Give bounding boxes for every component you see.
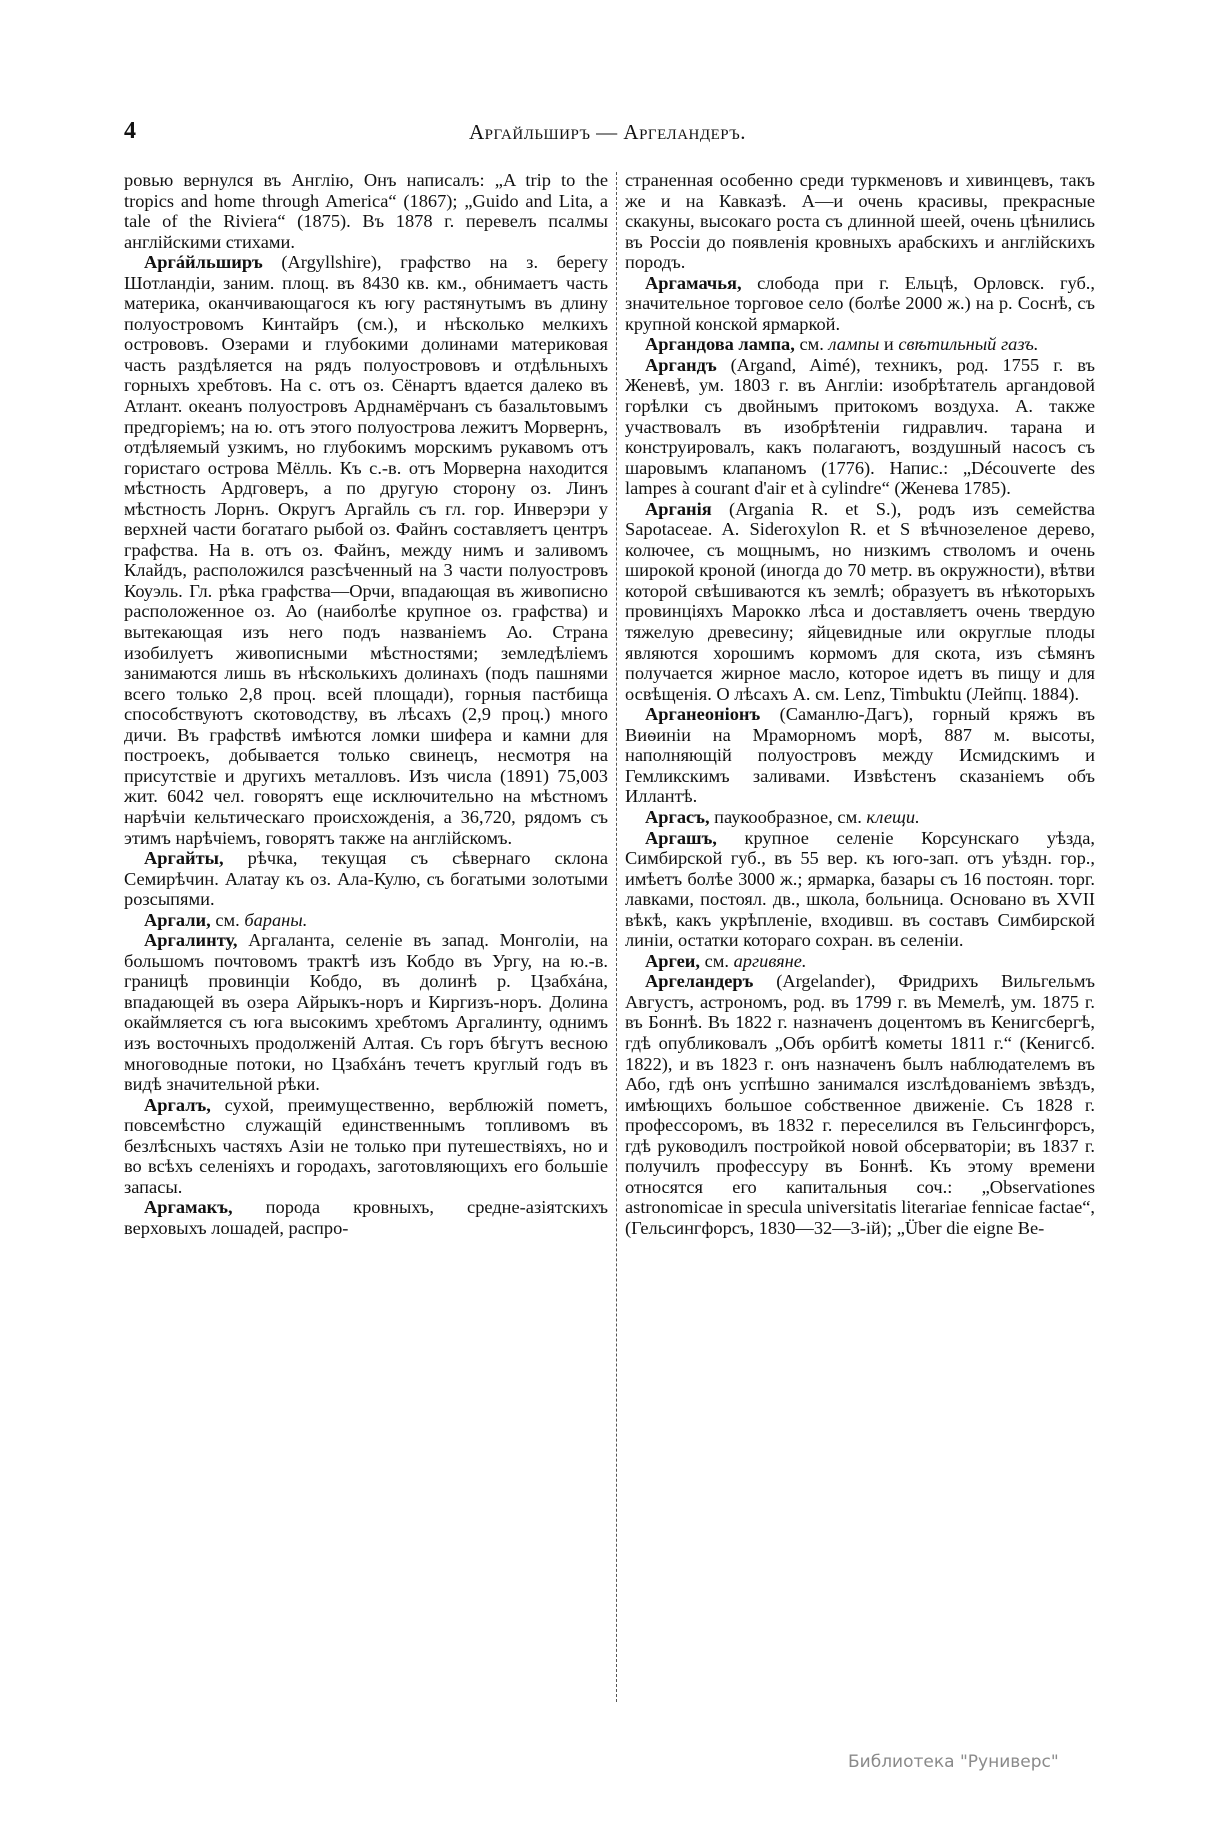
- entry-headword: Аргеландеръ: [645, 971, 754, 992]
- page-header: [124, 118, 1091, 148]
- entry-headword: Аргандова лампа,: [645, 334, 795, 355]
- entry-text: Аргаланта, селеніе въ запад. Монголіи, на большомъ почтовомъ трактѣ изъ Кобдо въ Ургу, на ю.-в. границѣ провинціи Кобдо, въ долинѣ р. Цзабхáна, впадающей въ озера Айрыкъ-норъ и Киргизъ-норъ. Долина окаймляется съ юга высокимъ хребтомъ Аргалинту, однимъ изъ восточныхъ продолженій Алтая. Съ горъ бѣгутъ весною многоводные потоки, но Цзабхáнъ течетъ круглый годъ въ видѣ значительной рѣки.: [124, 930, 608, 1095]
- entry-text: (Argania R. et S.), родъ изъ семейства Sapotaceae. A. Sideroxylon R. et S вѣчнозеленое дерево, колючее, съ мощнымъ, но низкимъ стволомъ и очень широкой кроной (иногда до 70 метр. въ окружности), вѣтви которой свѣшиваются къ землѣ; образуетъ въ нѣкоторыхъ провинціяхъ Марокко лѣса и доставляетъ очень твердую тяжелую древесину; яйцевидные или округлые плоды являются хорошимъ кормомъ для скота, изъ сѣмянъ получается жирное масло, которое идетъ въ пищу и для освѣщенія. О лѣсахъ А. см. Lenz, Timbuktu (Лейпц. 1884).: [625, 498, 1095, 704]
- cross-reference: лампы: [828, 334, 880, 355]
- entry-headword: Аргандъ: [645, 354, 717, 375]
- library-watermark: Библиотека "Руниверс": [848, 1752, 1059, 1772]
- entry-text: паукообразное, см.: [709, 806, 867, 827]
- entry-text: (Argelander), Фридрихъ Вильгельмъ Августъ, астрономъ, род. въ 1799 г. въ Мемелѣ, ум. 1875 г. въ Боннѣ. Въ 1822 г. назначенъ доцентомъ въ Кенигсбергѣ, гдѣ опубликовалъ „Объ орбитѣ кометы 1811 г.“ (Кенигсб. 1822), и въ 1823 г. онъ назначенъ былъ наблюдателемъ въ Або, гдѣ онъ успѣшно занимался изслѣдованіемъ звѣздъ, имѣющихъ большое собственное движеніе. Съ 1828 г. профессоромъ, въ 1832 г. переселился въ Гельсингфорсъ, гдѣ руководилъ постройкой новой обсерваторіи; въ 1837 г. получилъ профессуру въ Боннѣ. Къ этому времени относятся его капитальныя соч.: „Observationes astronomicae in specula universitatis literariae fennicae factae“, (Гельсингфорсъ, 1830—32—3-ій); „Über die eigne Be-: [625, 971, 1095, 1238]
- right-column: [625, 170, 1095, 1238]
- cross-reference: свѣтильный газъ.: [898, 334, 1039, 355]
- entry-headword: Аргамакъ,: [144, 1197, 233, 1218]
- entry-text: страненная особенно среди туркменовъ и хивинцевъ, такъ же и на Кавказѣ. А—и очень красивы, прекрасные скакуны, высокаго роста съ длинной шеей, очень цѣнились въ Россіи до появленія кровныхъ арабскихъ и англійскихъ породъ.: [625, 170, 1095, 273]
- article-continuation: [124, 170, 608, 252]
- entry-argash: [625, 828, 1095, 951]
- entry-argas: [625, 807, 1095, 828]
- entry-argamak: [124, 1197, 608, 1238]
- entry-headword: Аргашъ,: [645, 827, 717, 848]
- entry-text: см.: [699, 950, 734, 971]
- entry-argand-lamp: [625, 334, 1095, 355]
- entry-argei: [625, 951, 1095, 972]
- entry-argania: [625, 499, 1095, 704]
- entry-headword: Аргалинту,: [144, 930, 238, 951]
- entry-headword: Аргасъ,: [645, 806, 710, 827]
- running-title: Аргайльширъ — Аргеландеръ.: [469, 120, 746, 144]
- entry-headword: Аргáйльширъ: [144, 252, 263, 273]
- entry-text: ровью вернулся въ Англію, Онъ написалъ: „A trip to the tropics and home through America“ (1867); „Guido and Lita, a tale of the Riviera“ (1875). Въ 1878 г. перевелъ псалмы англійскими стихами.: [124, 170, 608, 252]
- entry-text: сухой, преимущественно, верблюжій пометъ, повсемѣстно служащій единственнымъ топливомъ въ безлѣсныхъ частяхъ Азіи не только при путешествіяхъ, но и во всѣхъ селеніяхъ и городахъ, заготовляющихъ его большіе запасы.: [124, 1094, 608, 1197]
- entry-text: рѣчка, текущая съ сѣвернаго склона Семирѣчин. Алатау къ оз. Ала-Кулю, съ богатыми золотыми розсыпями.: [124, 848, 608, 910]
- entry-headword: Аргалъ,: [144, 1094, 211, 1115]
- entry-text: (Argand, Aimé), техникъ, род. 1755 г. въ Женевѣ, ум. 1803 г. въ Англіи: изобрѣтатель аргандовой горѣлки съ двойнымъ притокомъ воздуха. А. также участвовалъ въ изобрѣтеніи гидравлич. тарана и конструировалъ, какъ полагаютъ, воздушный насосъ съ шаровымъ клапаномъ (1776). Напис.: „Découverte des lampes à courant d'air et à cylindre“ (Женева 1785).: [625, 354, 1095, 499]
- entry-text: слобода при г. Ельцѣ, Орловск. губ., значительное торговое село (болѣе 2000 ж.) на р. Соснѣ, съ крупной конской ярмаркой.: [625, 272, 1095, 334]
- entry-text: см.: [794, 334, 829, 355]
- entry-text: порода кровныхъ, средне-азіятскихъ верховыхъ лошадей, распро-: [124, 1197, 608, 1238]
- cross-reference: аргивяне.: [733, 950, 807, 971]
- entry-argaity: [124, 848, 608, 910]
- entry-headword: Арганія: [645, 498, 712, 519]
- article-continuation: [625, 170, 1095, 273]
- entry-text: крупное селеніе Корсунскаго уѣзда, Симбирской губ., въ 55 вер. къ юго-зап. отъ уѣздн. гор., имѣетъ болѣе 3000 ж.; ярмарка, базары съ 16 постоян. торг. лавками, постоял. дв., школа, больница. Основано въ XVII вѣкѣ, какъ укрѣпленіе, входивш. въ составъ Симбирской линіи, остатки котораго сохран. въ селеніи.: [625, 827, 1095, 951]
- cross-reference: клещи.: [866, 806, 920, 827]
- entry-text: (Argyllshire), графство на з. берегу Шотландіи, заним. площ. въ 8430 кв. км., обнимаетъ часть материка, оканчивающагося къ югу растянутымъ въ длину полуостровомъ Кинтайръ (см.), и нѣсколько мелкихъ острововъ. Озерами и глубокими долинами материковая часть раздѣляется на рядъ полуострововъ и отдѣльныхъ горныхъ хребтовъ. На с. отъ оз. Сёнартъ вдается далеко въ Атлант. океанъ полуостровъ Арднамёрчанъ съ базальтовымъ предгоріемъ; на ю. отъ этого полуострова лежитъ Морвернъ, отдѣляемый узкимъ, но глубокимъ морскимъ рукавомъ отъ гористаго острова Мёлль. Къ с.-в. отъ Морверна находится мѣстность Ардговеръ, а по другую сторону оз. Линъ мѣстность Лорнъ. Округъ Аргайль съ гл. гор. Инверэри у верхней части богатаго рыбой оз. Файнъ составляетъ центръ графства. На в. отъ оз. Файнъ, между нимъ и заливомъ Клайдъ, расположился разсѣченный на 3 части полуостровъ Коуэль. Гл. рѣка графства—Орчи, впадающая въ живописно расположенное оз. Ао (наиболѣе крупное оз. графства) и вытекающая изъ него подъ названіемъ Ао. Страна изобилуетъ живописными мѣстностями; земледѣліемъ занимаются лишь въ нѣсколькихъ долинахъ (подъ пашнями всего только 2,8 проц. всей площади), горныя пастбища способствуютъ скотоводству, въ лѣсахъ (2,9 проц.) много дичи. Въ графствѣ имѣются ломки шифера и камни для построекъ, добывается только свинецъ, несмотря на присутствіе и другихъ металловъ. Изъ числа (1891) 75,003 жит. 6042 чел. говорятъ еще исключительно на мѣстномъ нарѣчіи кельтическаго происхожденія, а 36,720, рядомъ съ этимъ нарѣчіемъ, говорятъ также на англійскомъ.: [124, 252, 608, 848]
- entry-argal: [124, 1095, 608, 1198]
- entry-text: (Саманлю-Дагъ), горный кряжъ въ Виѳиніи на Мраморномъ морѣ, 887 м. высоты, наполняющій полуостровъ между Исмидскимъ и Гемликскимъ заливами. Извѣстенъ сказаніемъ объ Иллантѣ.: [625, 704, 1095, 807]
- entry-headword: Аргайты,: [144, 848, 224, 869]
- entry-argali: [124, 910, 608, 931]
- entry-headword: Арганеоніонъ: [645, 704, 761, 725]
- entry-text: см.: [210, 909, 245, 930]
- entry-argyllshire: [124, 252, 608, 848]
- column-divider: [616, 172, 617, 1702]
- cross-reference: бараны.: [244, 909, 308, 930]
- entry-argamachya: [625, 273, 1095, 335]
- left-column: [124, 170, 608, 1238]
- entry-arganthonion: [625, 704, 1095, 807]
- page-number: 4: [124, 118, 136, 144]
- entry-argand: [625, 355, 1095, 499]
- entry-text: и: [879, 334, 899, 355]
- entry-headword: Аргеи,: [645, 950, 700, 971]
- entry-headword: Аргали,: [144, 909, 211, 930]
- entry-headword: Аргамачья,: [645, 272, 742, 293]
- entry-argalintu: [124, 930, 608, 1094]
- entry-argelander: [625, 971, 1095, 1238]
